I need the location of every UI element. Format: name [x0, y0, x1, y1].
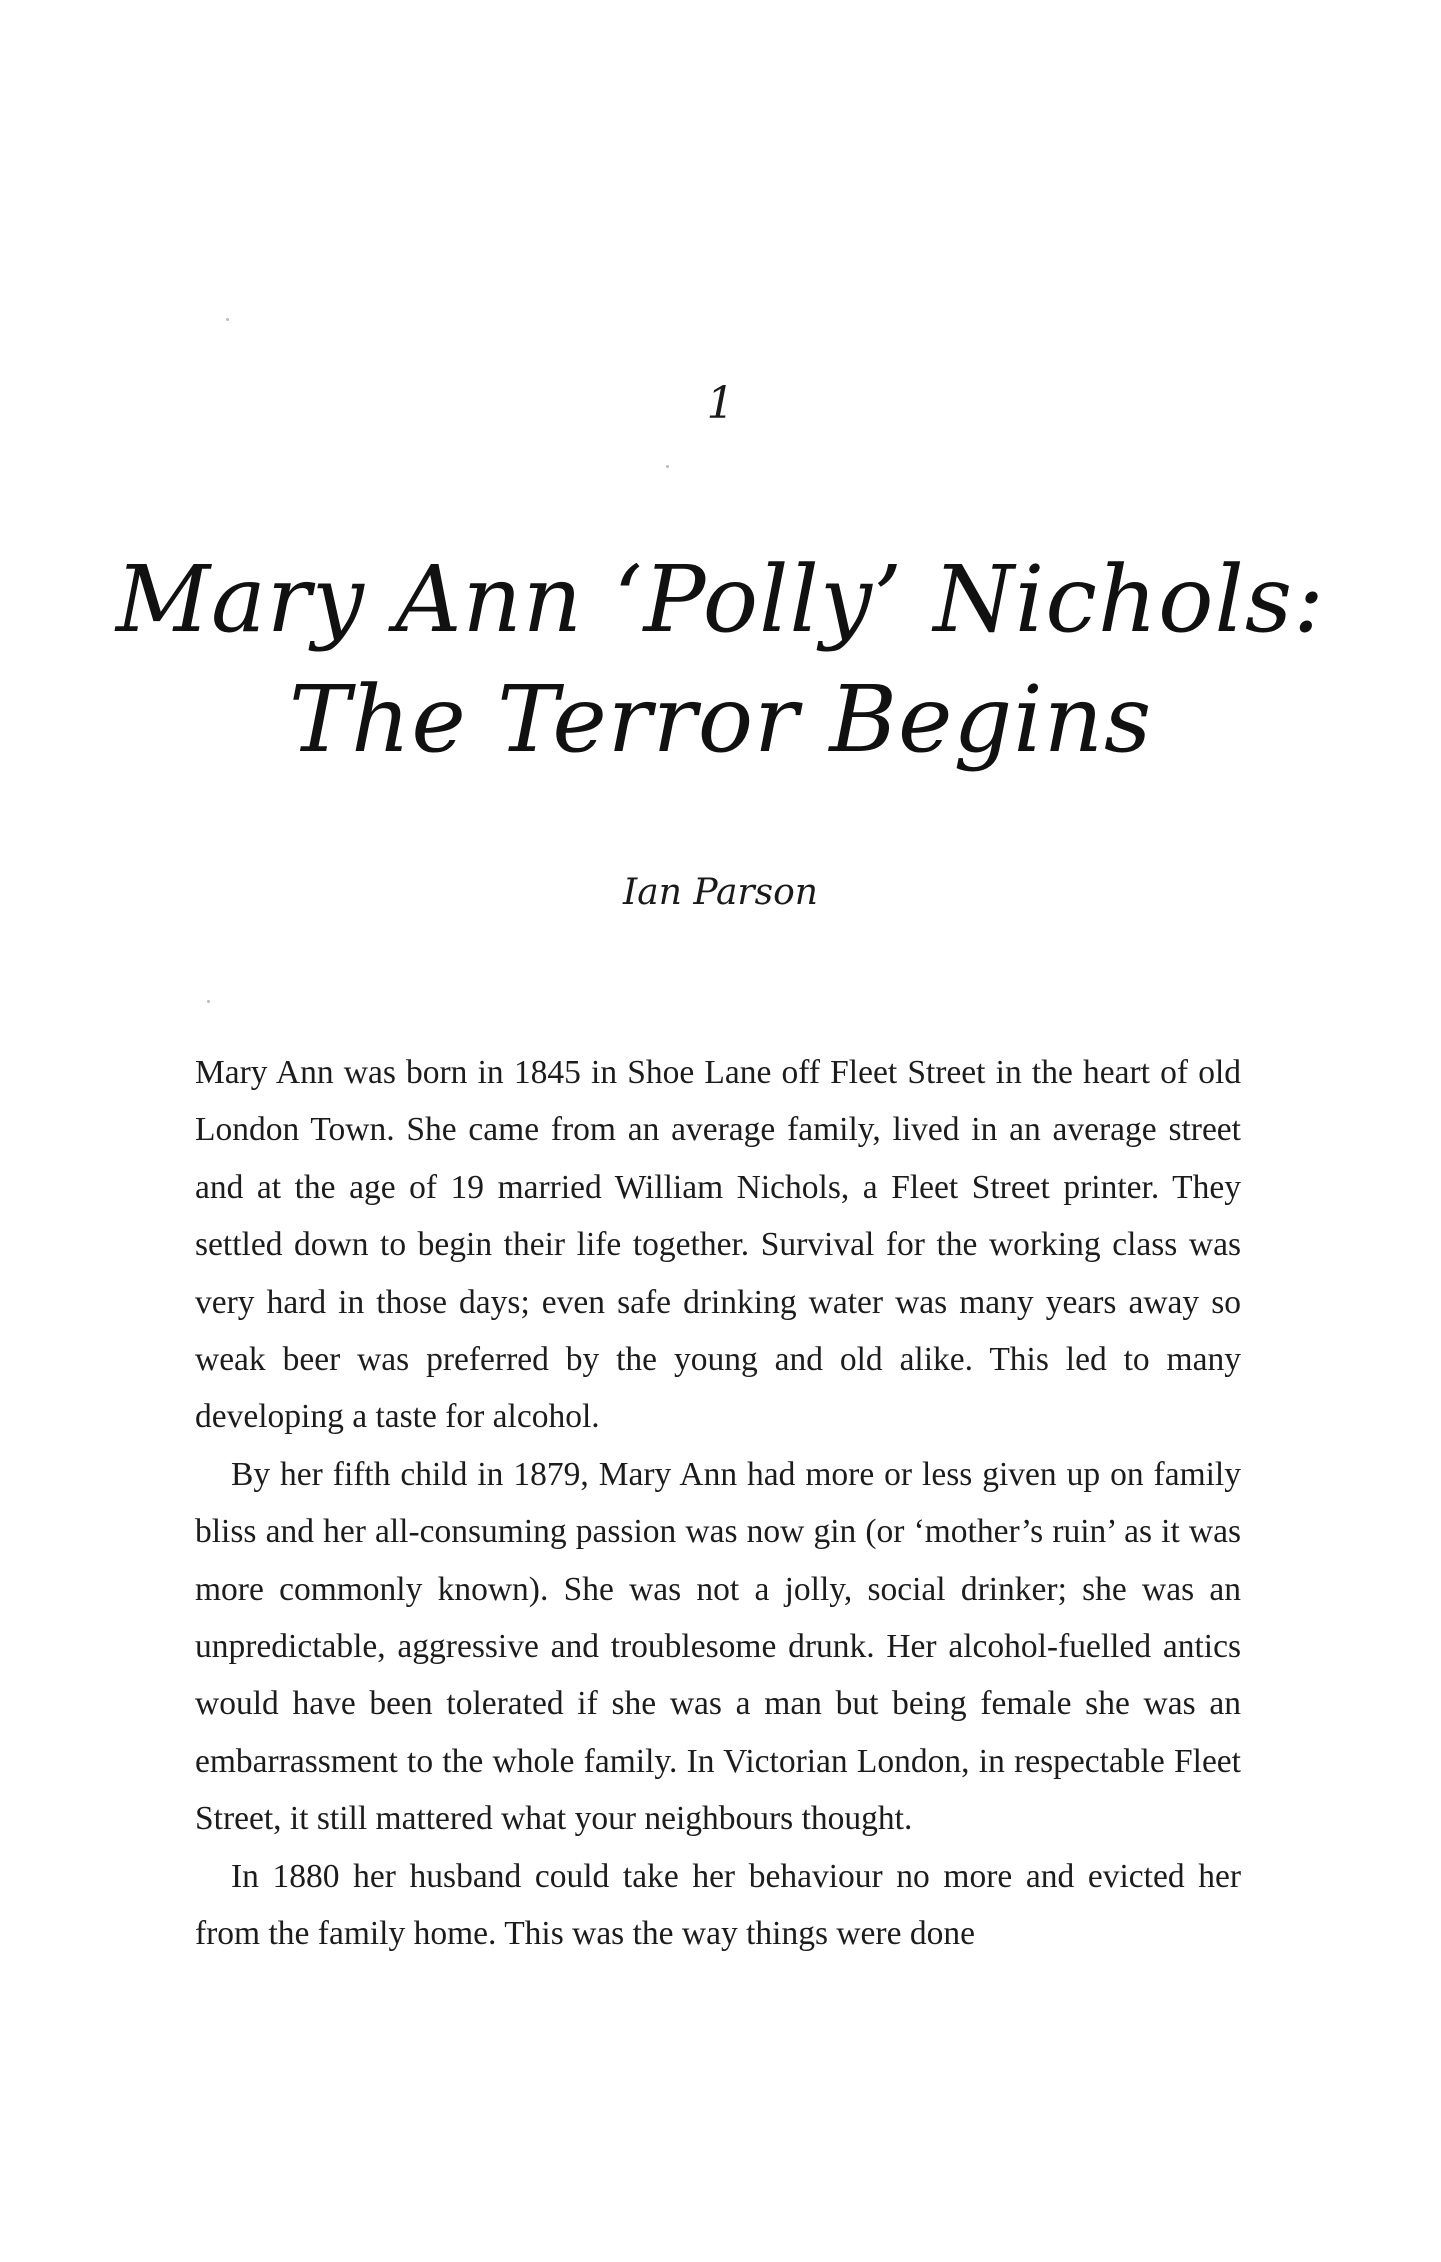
- paper-speck: [226, 318, 229, 321]
- chapter-author: Ian Parson: [623, 872, 818, 913]
- paper-speck: [666, 465, 669, 468]
- chapter-title: [0, 540, 1441, 780]
- paragraph: By her fifth child in 1879, Mary Ann had more or less given up on family bliss and her all-consuming passion was now gin (or ‘mother’s ruin’ as it was more commonly known). She was not a jolly, social drinker; she was an unpredictable, aggressive and troublesome drunk. Her alcohol-fuelled antics would have been tolerated if she was a man but being female she was an embarrassment to the whole family. In Victorian London, in respectable Fleet Street, it still mattered what your neighbours thought.: [195, 1455, 1241, 1838]
- chapter-body: [195, 1044, 1241, 1963]
- paper-speck: [207, 1000, 210, 1003]
- paragraph: Mary Ann was born in 1845 in Shoe Lane off Fleet Street in the heart of old London Town. She came from an average family, lived in an average street and at the age of 19 married William Nichols, a Fleet Street printer. They settled down to begin their life together. Survival for the working class was very hard in those days; even safe drinking water was many years away so weak beer was preferred by the young and old alike. This led to many developing a taste for alcohol.: [195, 1054, 1241, 1436]
- paragraph: In 1880 her husband could take her behaviour no more and evicted her from the family home. This was the way things were done: [195, 1857, 1241, 1953]
- chapter-title-line-1: Mary Ann ‘Polly’ Nichols:: [115, 546, 1326, 653]
- chapter-title-line-2: The Terror Begins: [288, 666, 1153, 773]
- chapter-number: 1: [706, 378, 735, 429]
